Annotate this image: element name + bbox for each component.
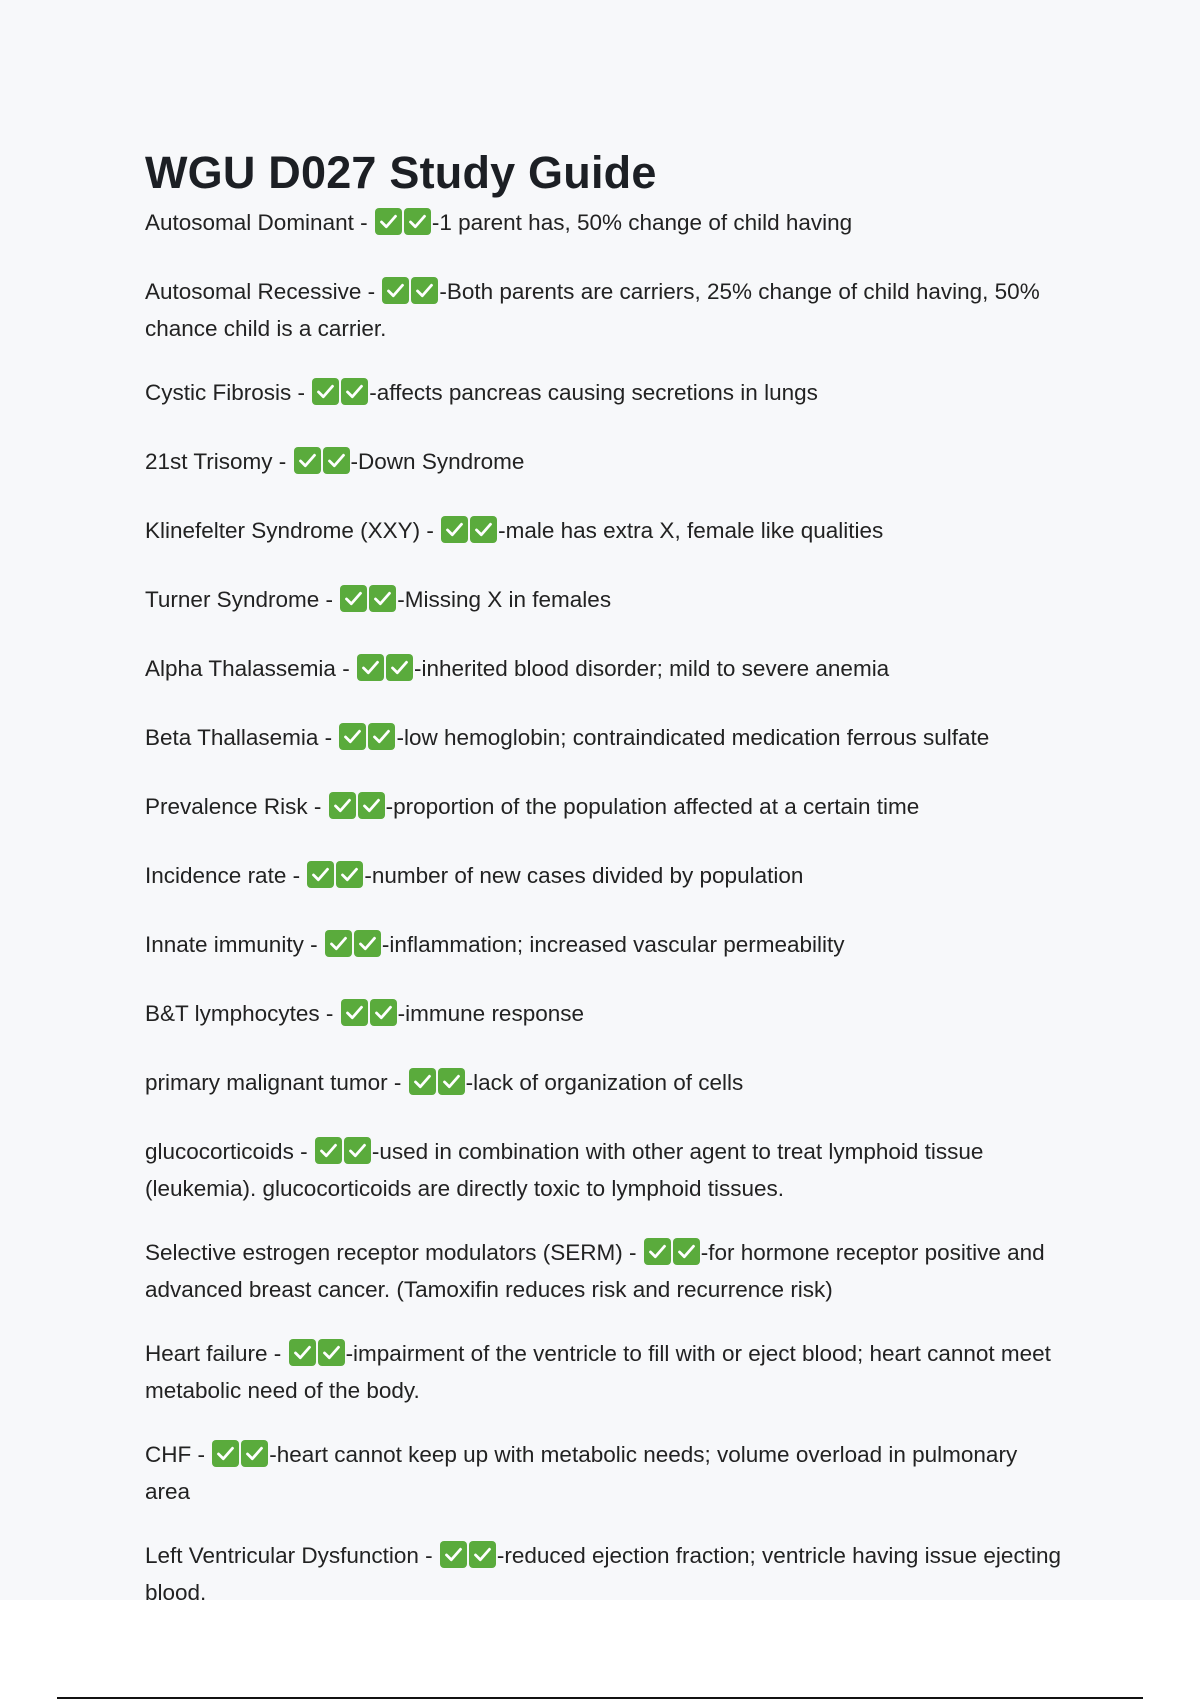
answer-checkmarks [340, 585, 396, 621]
check-mark-icon [375, 208, 402, 235]
entry-definition: -Down Syndrome [350, 449, 525, 474]
entry-term: B&T lymphocytes - [145, 1001, 334, 1026]
check-mark-icon [318, 1339, 345, 1366]
check-mark-icon [440, 1541, 467, 1568]
answer-checkmarks [329, 792, 385, 828]
study-entry [145, 998, 1065, 1035]
check-mark-icon [241, 1440, 268, 1467]
answer-checkmarks [357, 654, 413, 690]
entry-term: primary malignant tumor - [145, 1070, 402, 1095]
entry-definition: -inherited blood disorder; mild to severe anemia [413, 656, 890, 681]
answer-checkmarks [294, 447, 350, 483]
answer-checkmarks [312, 378, 368, 414]
answer-checkmarks [382, 277, 438, 313]
check-mark-icon [294, 447, 321, 474]
check-mark-icon [340, 585, 367, 612]
entry-term: Prevalence Risk - [145, 794, 322, 819]
check-mark-icon [470, 516, 497, 543]
entry-definition: -immune response [397, 1001, 584, 1026]
entry-definition: -for hormone receptor positive and advanced breast cancer. (Tamoxifin reduces risk and recurrence risk) [145, 1240, 1045, 1302]
study-entry [145, 1237, 1065, 1306]
check-mark-icon [312, 378, 339, 405]
check-mark-icon [358, 792, 385, 819]
check-mark-icon [354, 930, 381, 957]
entry-definition: -proportion of the population affected at a certain time [385, 794, 920, 819]
entry-definition: -male has extra X, female like qualities [498, 518, 884, 543]
entry-definition: -low hemoglobin; contraindicated medication ferrous sulfate [396, 725, 990, 750]
check-mark-icon [469, 1541, 496, 1568]
study-entry [145, 1067, 1065, 1104]
check-mark-icon [411, 277, 438, 304]
entry-definition: -reduced ejection fraction; ventricle having issue ejecting blood. [145, 1543, 1061, 1605]
check-mark-icon [404, 208, 431, 235]
entry-list [145, 207, 1065, 1609]
check-mark-icon [441, 516, 468, 543]
check-mark-icon [325, 930, 352, 957]
check-mark-icon [368, 723, 395, 750]
entry-term: Selective estrogen receptor modulators (SERM) - [145, 1240, 637, 1265]
study-entry [145, 446, 1065, 483]
document-content [145, 145, 1065, 1641]
footer-divider [57, 1697, 1143, 1699]
entry-definition: -affects pancreas causing secretions in lungs [369, 380, 818, 405]
check-mark-icon [336, 861, 363, 888]
entry-term: Incidence rate - [145, 863, 301, 888]
study-entry [145, 276, 1065, 345]
page-title: WGU D027 Study Guide [145, 147, 657, 198]
check-mark-icon [409, 1068, 436, 1095]
entry-term: Heart failure - [145, 1341, 282, 1366]
answer-checkmarks [409, 1068, 465, 1104]
check-mark-icon [357, 654, 384, 681]
study-entry [145, 207, 1065, 244]
check-mark-icon [307, 861, 334, 888]
entry-term: Cystic Fibrosis - [145, 380, 306, 405]
study-entry [145, 653, 1065, 690]
answer-checkmarks [315, 1137, 371, 1173]
check-mark-icon [673, 1238, 700, 1265]
check-mark-icon [289, 1339, 316, 1366]
entry-term: glucocorticoids - [145, 1139, 308, 1164]
answer-checkmarks [440, 1541, 496, 1577]
study-entry [145, 929, 1065, 966]
check-mark-icon [644, 1238, 671, 1265]
entry-definition: -1 parent has, 50% change of child having [431, 210, 853, 235]
answer-checkmarks [325, 930, 381, 966]
study-entry [145, 1338, 1065, 1407]
entry-definition: -number of new cases divided by population [364, 863, 804, 888]
entry-definition: -lack of organization of cells [465, 1070, 744, 1095]
study-entry [145, 860, 1065, 897]
answer-checkmarks [441, 516, 497, 552]
answer-checkmarks [212, 1440, 268, 1476]
entry-definition: -Both parents are carriers, 25% change of child having, 50% chance child is a carrier. [145, 279, 1040, 341]
check-mark-icon [386, 654, 413, 681]
check-mark-icon [344, 1137, 371, 1164]
check-mark-icon [323, 447, 350, 474]
study-entry [145, 722, 1065, 759]
study-entry [145, 791, 1065, 828]
entry-term: Klinefelter Syndrome (XXY) - [145, 518, 434, 543]
check-mark-icon [341, 378, 368, 405]
entry-term: Autosomal Dominant - [145, 210, 368, 235]
check-mark-icon [438, 1068, 465, 1095]
check-mark-icon [370, 999, 397, 1026]
answer-checkmarks [375, 208, 431, 244]
entry-term: Alpha Thalassemia - [145, 656, 350, 681]
entry-term: Innate immunity - [145, 932, 318, 957]
entry-definition: -Missing X in females [397, 587, 612, 612]
answer-checkmarks [339, 723, 395, 759]
entry-term: Autosomal Recessive - [145, 279, 376, 304]
entry-term: Left Ventricular Dysfunction - [145, 1543, 433, 1568]
check-mark-icon [341, 999, 368, 1026]
entry-definition: -impairment of the ventricle to fill with or eject blood; heart cannot meet metabolic need of the body. [145, 1341, 1051, 1403]
study-entry [145, 1540, 1065, 1609]
entry-term: Turner Syndrome - [145, 587, 333, 612]
entry-definition: -inflammation; increased vascular permeability [381, 932, 845, 957]
entry-term: Beta Thallasemia - [145, 725, 333, 750]
study-entry [145, 584, 1065, 621]
study-entry [145, 515, 1065, 552]
answer-checkmarks [307, 861, 363, 897]
check-mark-icon [212, 1440, 239, 1467]
check-mark-icon [329, 792, 356, 819]
entry-term: 21st Trisomy - [145, 449, 287, 474]
check-mark-icon [315, 1137, 342, 1164]
entry-term: CHF - [145, 1442, 205, 1467]
answer-checkmarks [644, 1238, 700, 1274]
entry-definition: -used in combination with other agent to treat lymphoid tissue (leukemia). glucocorticoids are directly toxic to lymphoid tissues. [145, 1139, 984, 1201]
check-mark-icon [339, 723, 366, 750]
check-mark-icon [382, 277, 409, 304]
entry-definition: -heart cannot keep up with metabolic needs; volume overload in pulmonary area [145, 1442, 1018, 1504]
answer-checkmarks [289, 1339, 345, 1375]
study-entry [145, 1439, 1065, 1508]
study-entry [145, 377, 1065, 414]
answer-checkmarks [341, 999, 397, 1035]
study-entry [145, 1136, 1065, 1205]
check-mark-icon [369, 585, 396, 612]
